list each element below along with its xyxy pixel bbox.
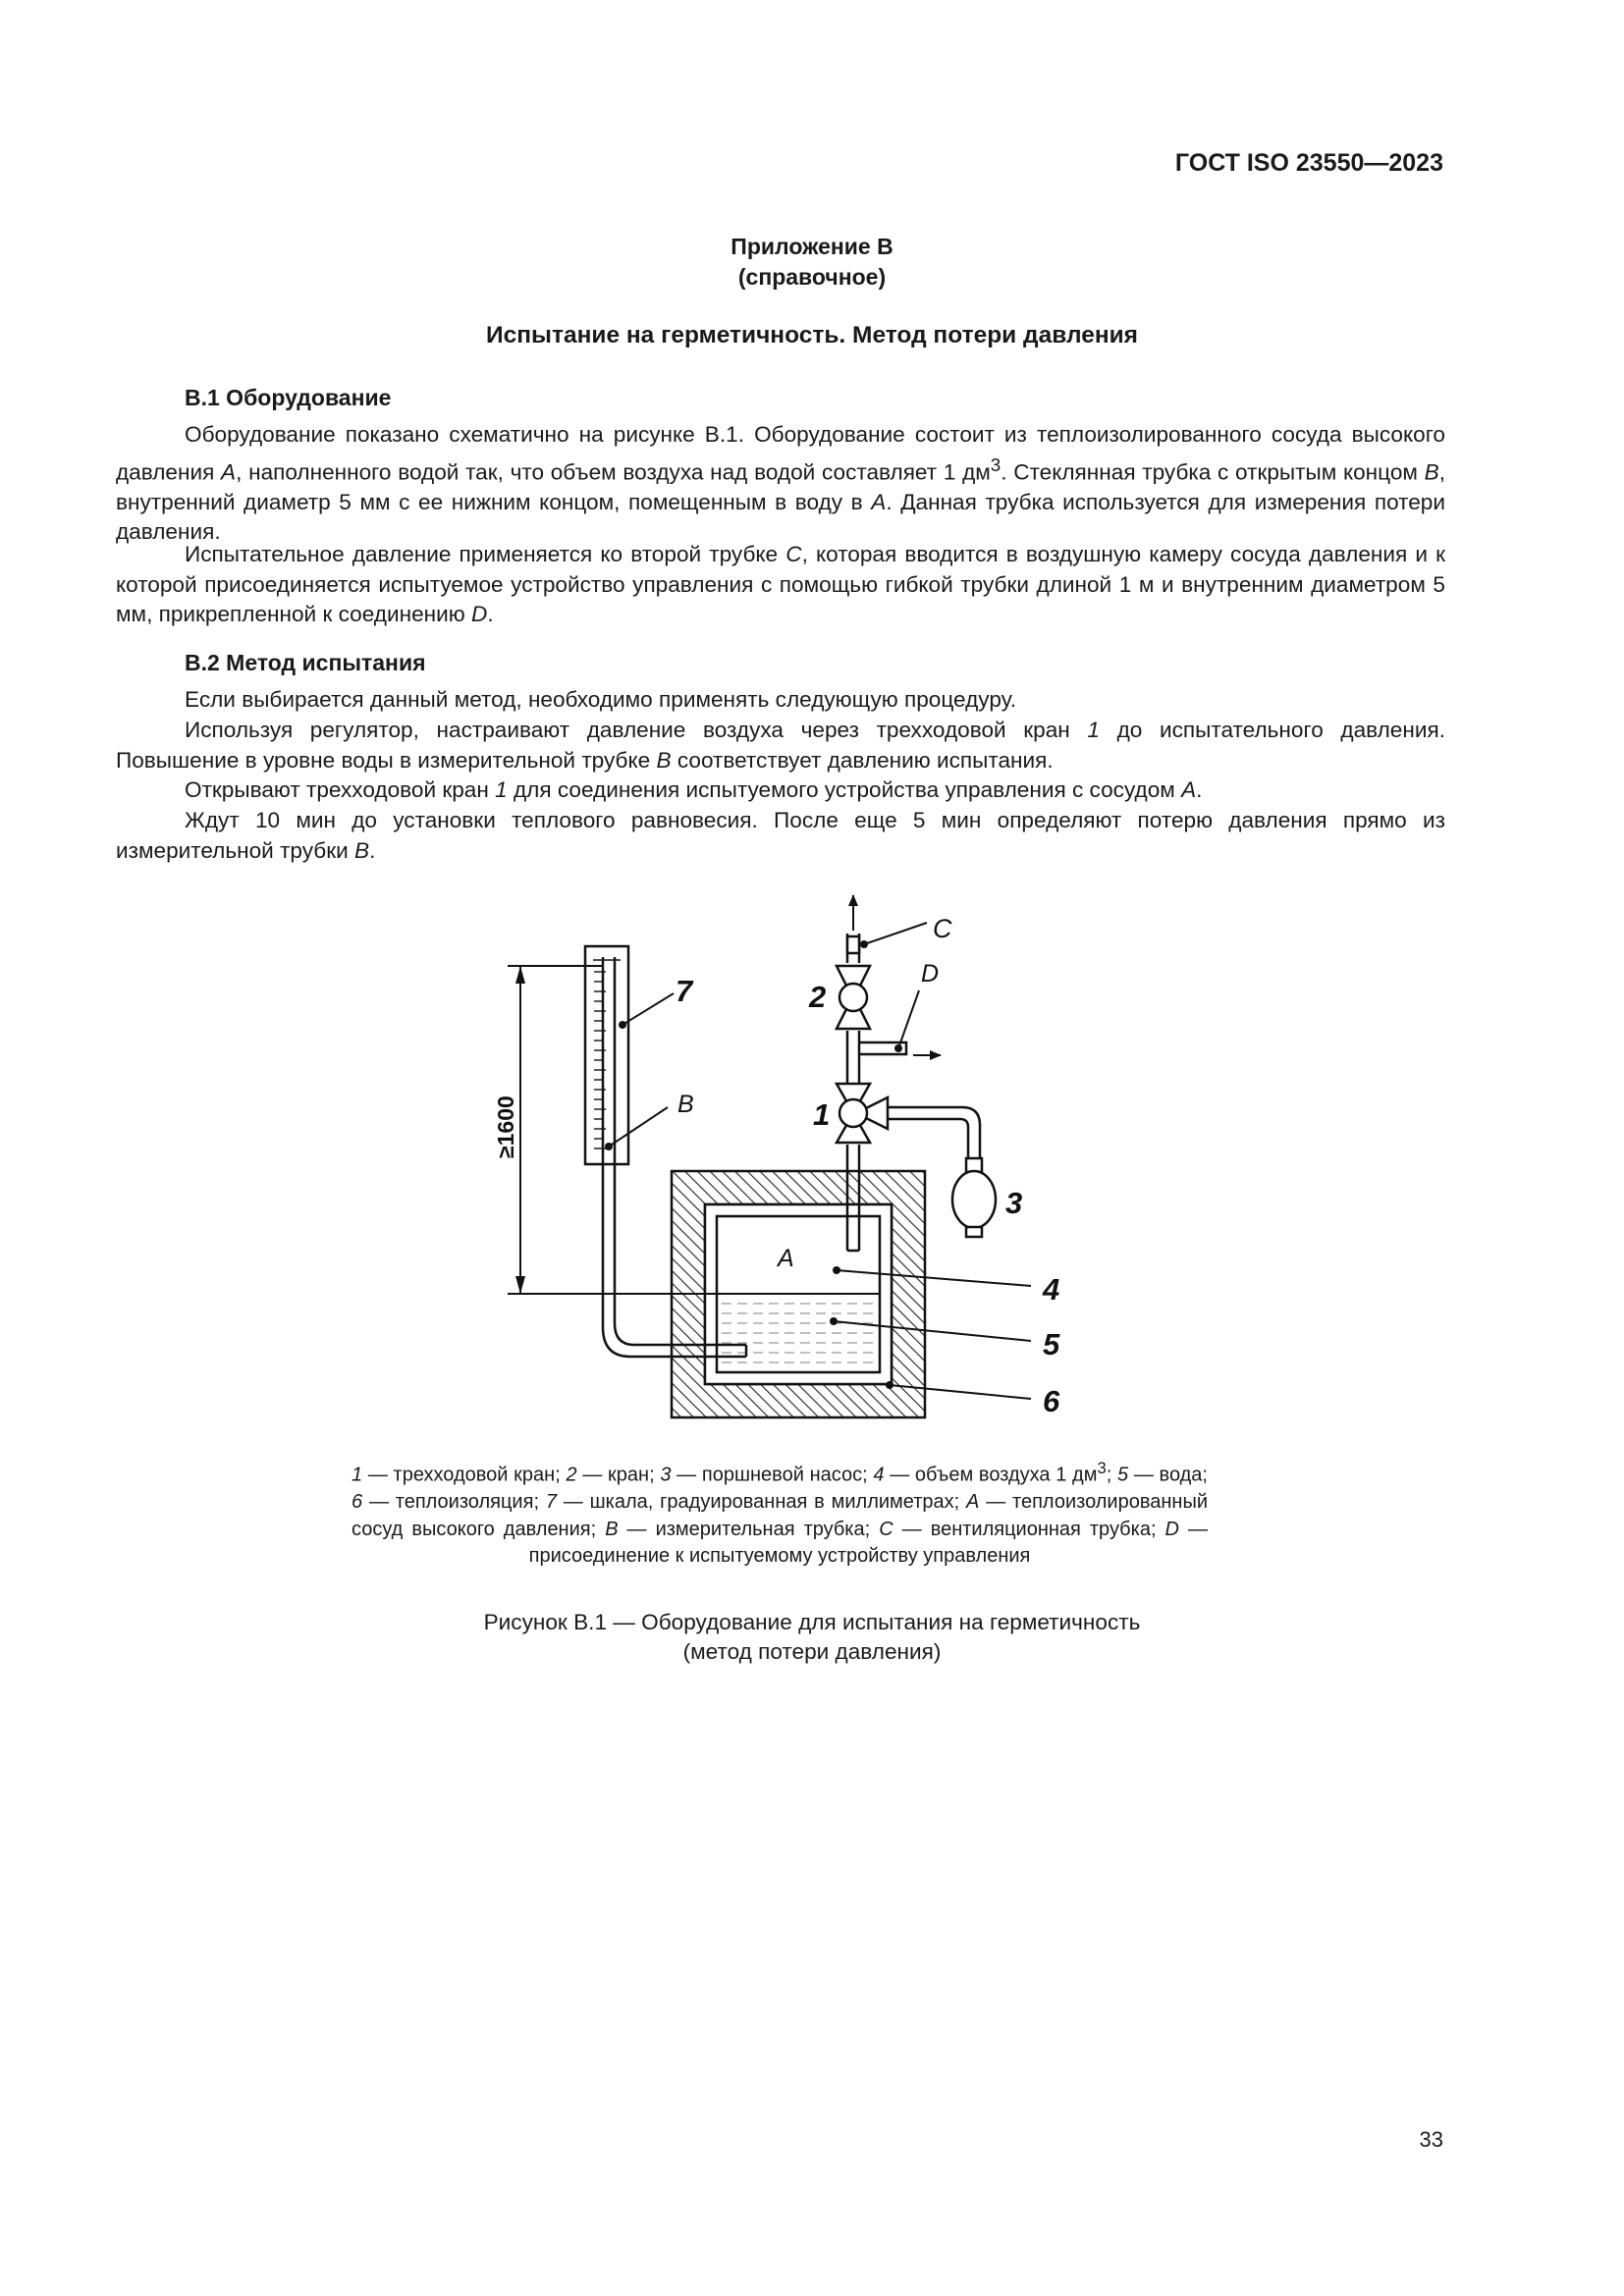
section-b2-paragraph-4: Ждут 10 мин до установки теплового равновесия. После еще 5 мин определяют потерю давления прямо из измерительной трубки В. (116, 808, 1445, 863)
label-b: B (677, 1091, 694, 1118)
label-d: D (921, 960, 940, 988)
dimension-label: ≥1600 (493, 1095, 518, 1158)
three-way-valve (837, 1084, 888, 1143)
figure-caption (0, 1608, 1624, 1667)
label-2: 2 (809, 980, 827, 1014)
label-3: 3 (1005, 1186, 1023, 1220)
section-b1-paragraph-2: Испытательное давление применяется ко второй трубке С, которая вводится в воздушную камеру сосуда давления и к которой присоединяется испытуемое устройство управления с помощью гибкой трубки длиной 1 м и внутренним диаметром 5 мм, прикрепленной к соединению D. (116, 542, 1445, 626)
annex-title: Приложение В (731, 234, 893, 259)
label-6: 6 (1043, 1384, 1060, 1418)
figure-caption-line-1: Рисунок В.1 — Оборудование для испытания на герметичность (483, 1610, 1141, 1634)
vent-tube (847, 936, 859, 953)
valve-2 (837, 966, 870, 1029)
label-7: 7 (676, 974, 693, 1008)
graduated-scale (585, 946, 628, 1164)
label-5: 5 (1043, 1327, 1060, 1362)
section-b2-paragraph-2: Используя регулятор, настраивают давление воздуха через трехходовой кран 1 до испытательного давления. Повышение в уровне воды в измерительной трубке В соответствует давлению испытания. (116, 718, 1445, 773)
section-b2-heading: В.2 Метод испытания (185, 650, 426, 675)
section-b1-paragraph-1: Оборудование показано схематично на рисунке В.1. Оборудование состоит из теплоизолированного сосуда высокого давления А, наполненного водой так, что объем воздуха над водой составляет 1 $дм^3$. Стеклянная трубка с открытым концом В, внутренний диаметр 5 мм с ее нижним концом, помещенным в воду в А. Данная трубка используется для измерения потери давления. (116, 422, 1446, 545)
section-b2-paragraph-3: Открывают трехходовой кран 1 для соединения испытуемого устройства управления с сосудом А. (185, 777, 1203, 802)
section-b1-heading: В.1 Оборудование (185, 385, 392, 410)
label-4: 4 (1043, 1272, 1060, 1307)
label-c: C (933, 914, 952, 943)
document-code: ГОСТ ISO 23550—2023 (1174, 149, 1443, 177)
figure-caption-line-2: (метод потери давления) (682, 1639, 942, 1664)
page-number: 33 (1419, 2127, 1443, 2152)
label-1: 1 (813, 1097, 831, 1132)
pump-pipe (888, 1107, 980, 1158)
section-b2-paragraph-1: Если выбирается данный метод, необходимо применять следующую процедуру. (185, 687, 1016, 712)
main-title: Испытание на герметичность. Метод потери давления (486, 322, 1138, 348)
label-a: A (778, 1245, 794, 1272)
figure-legend: 1 — трехходовой кран; 2 — кран; 3 — поршневой насос; 4 — объем воздуха 1 $дм^3$; 5 — вода; 6 — теплоизоляция; 7 — шкала, градуированная в миллиметрах; А — теплоизолированный сосуд высокого давления; В — измерительная трубка; С — вентиляционная трубка; D — присоединение к испытуемому устройству управления (352, 1459, 1209, 1568)
piston-pump (952, 1158, 996, 1237)
annex-subtitle: (справочное) (737, 264, 887, 290)
